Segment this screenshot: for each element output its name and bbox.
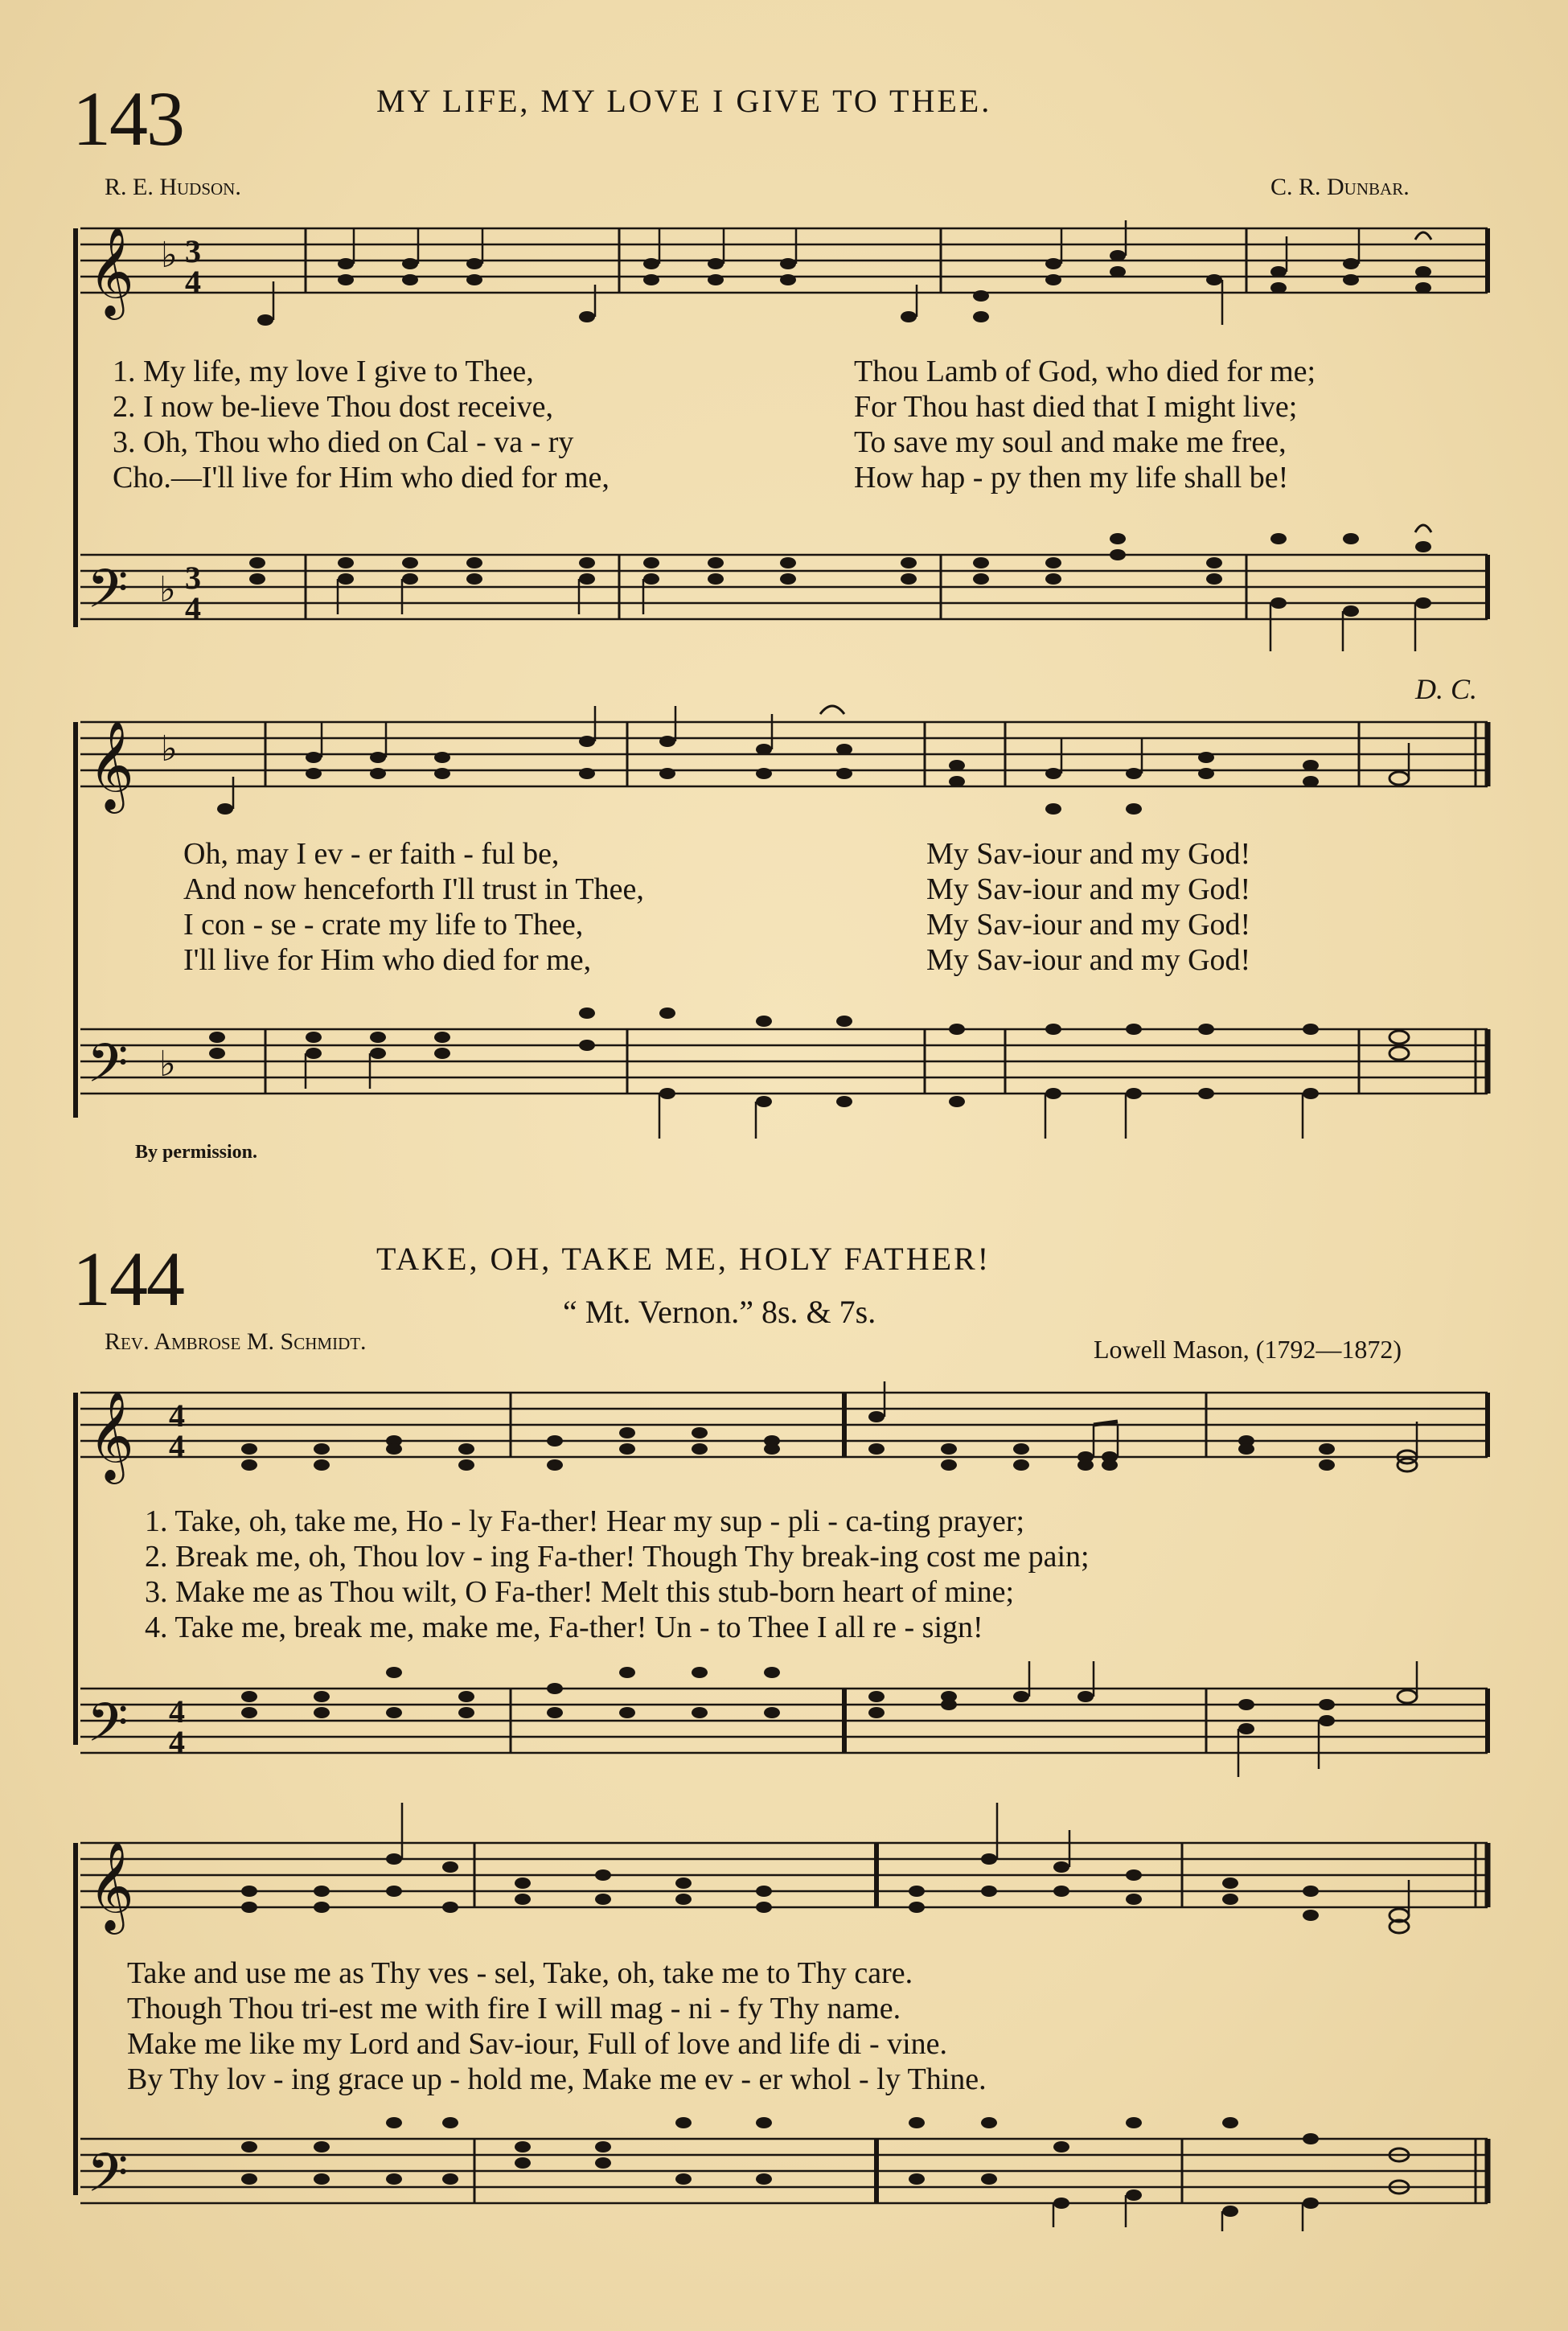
treble-staff-143-2 — [72, 700, 1496, 828]
tune-name: “ Mt. Vernon.” 8s. & 7s. — [563, 1294, 876, 1330]
verse-line: Though Thou tri-est me with fire I will mag - ni - fy Thy name. — [127, 1992, 901, 2025]
svg-text:3: 3 — [185, 233, 201, 269]
bass-staff-143-1 — [72, 515, 1496, 659]
svg-text:𝄢: 𝄢 — [87, 1032, 129, 1107]
svg-text:𝄞: 𝄞 — [88, 1841, 134, 1931]
verse-line: 2. Break me, oh, Thou lov - ing Fa-ther! Though Thy break-ing cost me pain; — [145, 1540, 1090, 1574]
hymn-title: MY LIFE, MY LOVE I GIVE TO THEE. — [376, 83, 992, 119]
svg-text:3: 3 — [185, 560, 201, 596]
dc-mark: D. C. — [1415, 673, 1478, 705]
verse-line: Take and use me as Thy ves - sel, Take, oh, take me to Thy care. — [127, 1956, 913, 1990]
verse-line: How hap - py then my life shall be! — [854, 461, 1289, 495]
hymn-number: 143 — [72, 76, 183, 162]
svg-text:4: 4 — [169, 1724, 185, 1760]
svg-text:♭: ♭ — [161, 728, 178, 769]
author-credit: Rev. Ambrose M. Schmidt. — [105, 1328, 367, 1355]
svg-text:𝄢: 𝄢 — [87, 1692, 129, 1767]
bass-staff-144-1 — [72, 1656, 1496, 1785]
hymn-number: 144 — [72, 1236, 183, 1322]
svg-text:𝄞: 𝄞 — [88, 1390, 134, 1480]
verse-line: I'll live for Him who died for me, — [183, 943, 592, 977]
treble-staff-144-2 — [72, 1801, 1496, 1946]
verse-line: 1. My life, my love I give to Thee, — [113, 355, 534, 388]
verse-line: My Sav-iour and my God! — [926, 908, 1251, 942]
verse-line: By Thy lov - ing grace up - hold me, Make me ev - er whol - ly Thine. — [127, 2062, 987, 2096]
verse-line: 3. Make me as Thou wilt, O Fa-ther! Melt this stub-born heart of mine; — [145, 1575, 1015, 1609]
svg-text:♭: ♭ — [159, 569, 176, 610]
svg-text:♭: ♭ — [159, 1044, 176, 1085]
author-credit: R. E. Hudson. — [105, 174, 241, 200]
lyrics-block-143-2-right — [926, 836, 1250, 978]
svg-text:4: 4 — [185, 264, 201, 300]
svg-text:𝄞: 𝄞 — [88, 720, 134, 810]
svg-text:4: 4 — [169, 1397, 185, 1434]
lyrics-block-143-2 — [183, 836, 644, 978]
svg-text:𝄢: 𝄢 — [87, 2142, 129, 2217]
treble-staff-144-1 — [72, 1375, 1496, 1512]
svg-text:4: 4 — [185, 590, 201, 626]
svg-text:𝄞: 𝄞 — [88, 226, 134, 316]
verse-line: I con - se - crate my life to Thee, — [183, 908, 584, 942]
lyrics-block-144-1 — [145, 1504, 1090, 1645]
verse-line: 1. Take, oh, take me, Ho - ly Fa-ther! Hear my sup - pli - ca-ting prayer; — [145, 1504, 1025, 1538]
svg-text:4: 4 — [169, 1428, 185, 1464]
composer-credit: C. R. Dunbar. — [1270, 174, 1410, 200]
hymn-title: TAKE, OH, TAKE ME, HOLY FATHER! — [376, 1241, 991, 1277]
lyrics-block-143-1 — [113, 354, 610, 495]
verse-line: My Sav-iour and my God! — [926, 837, 1251, 871]
treble-staff-143-1 — [72, 217, 1496, 338]
lyrics-block-143-1-right — [854, 354, 1316, 495]
verse-line: Cho.—I'll live for Him who died for me, — [113, 461, 610, 495]
svg-text:𝄢: 𝄢 — [87, 558, 129, 633]
verse-line: Thou Lamb of God, who died for me; — [854, 355, 1316, 388]
bass-staff-143-2 — [72, 997, 1496, 1158]
verse-line: And now henceforth I'll trust in Thee, — [183, 872, 644, 906]
verse-line: Make me like my Lord and Sav-iour, Full of love and life di - vine. — [127, 2027, 948, 2061]
verse-line: 2. I now be-lieve Thou dost receive, — [113, 390, 554, 424]
svg-text:4: 4 — [169, 1693, 185, 1730]
svg-text:♭: ♭ — [161, 235, 178, 276]
verse-line: 4. Take me, break me, make me, Fa-ther! Un - to Thee I all re - sign! — [145, 1611, 983, 1644]
verse-line: To save my soul and make me free, — [854, 425, 1287, 459]
bass-staff-144-2 — [72, 2107, 1496, 2235]
verse-line: Oh, may I ev - er faith - ful be, — [183, 837, 560, 871]
verse-line: 3. Oh, Thou who died on Cal - va - ry — [113, 425, 574, 459]
verse-line: For Thou hast died that I might live; — [854, 390, 1298, 424]
composer-credit: Lowell Mason, (1792—1872) — [1094, 1335, 1402, 1364]
verse-line: My Sav-iour and my God! — [926, 943, 1251, 977]
verse-line: My Sav-iour and my God! — [926, 872, 1251, 906]
permission-note: By permission. — [135, 1142, 258, 1163]
lyrics-block-144-2 — [127, 1955, 987, 2097]
